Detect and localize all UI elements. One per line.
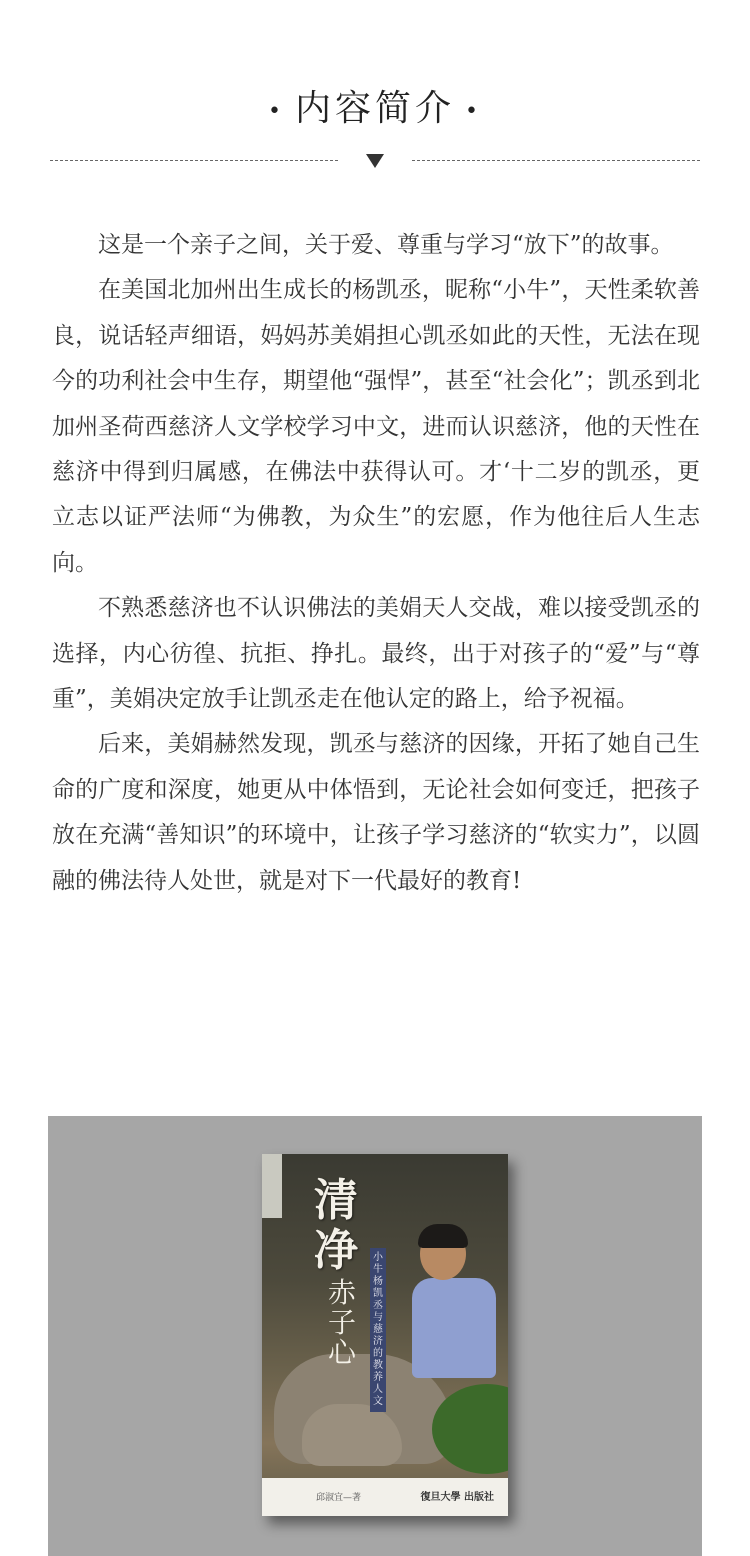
paragraph-3: 不熟悉慈济也不认识佛法的美娟天人交战，难以接受凯丞的选择，内心彷徨、抗拒、挣扎。最终，出于对孩子的“爱”与“尊重”，美娟决定放手让凯丞走在他认定的路上，给予祝福。 bbox=[52, 595, 700, 713]
cover-tab bbox=[262, 1154, 282, 1218]
book-display-area bbox=[48, 1116, 702, 1556]
title-divider bbox=[50, 152, 700, 172]
down-triangle-icon bbox=[366, 154, 384, 168]
book-cover-image bbox=[262, 1154, 508, 1516]
cover-footer bbox=[262, 1478, 508, 1516]
paragraph-4: 后来，美娟赫然发现，凯丞与慈济的因缘，开拓了她自己生命的广度和深度，她更从中体悟到，无论社会如何变迁，把孩子放在充满“善知识”的环境中，让孩子学习慈济的“软实力”，以圆融的佛法待人处世，就是对下一代最好的教育! bbox=[52, 731, 700, 894]
book-publisher: 復旦大學 出版社 bbox=[420, 1492, 494, 1503]
title-dot-right: • bbox=[465, 98, 482, 124]
paragraph-1: 这是一个亲子之间，关于爱、尊重与学习“放下”的故事。 bbox=[98, 232, 674, 258]
divider-line-left bbox=[50, 160, 338, 161]
book-title: 清净 bbox=[314, 1175, 358, 1276]
title-dot-left: • bbox=[268, 98, 285, 124]
title-text: 内容简介 bbox=[294, 88, 455, 129]
book-subtitle: 赤子心 bbox=[328, 1276, 357, 1369]
paragraph-2: 在美国北加州出生成长的杨凯丞，昵称“小牛”，天性柔软善良，说话轻声细语，妈妈苏美娟担心凯丞如此的天性，无法在现今的功利社会中生存，期望他“强悍”，甚至“社会化”；凯丞到北加州圣荷西慈济人文学校学习中文，进而认识慈济，他的天性在慈济中得到归属感，在佛法中获得认可。才‘十二岁的凯丞，更立志以证严法师“为佛教，为众生”的宏愿，作为他往后人生志向。 bbox=[52, 277, 700, 576]
boy-hair bbox=[418, 1224, 468, 1248]
boy-figure bbox=[412, 1278, 496, 1378]
intro-text bbox=[52, 223, 700, 904]
section-title bbox=[0, 80, 750, 131]
book-author: 邱淑宜—著 bbox=[316, 1493, 362, 1503]
book-tagline: 小牛杨凯丞与慈济的教养人文 bbox=[370, 1248, 386, 1412]
divider-line-right bbox=[412, 160, 700, 161]
